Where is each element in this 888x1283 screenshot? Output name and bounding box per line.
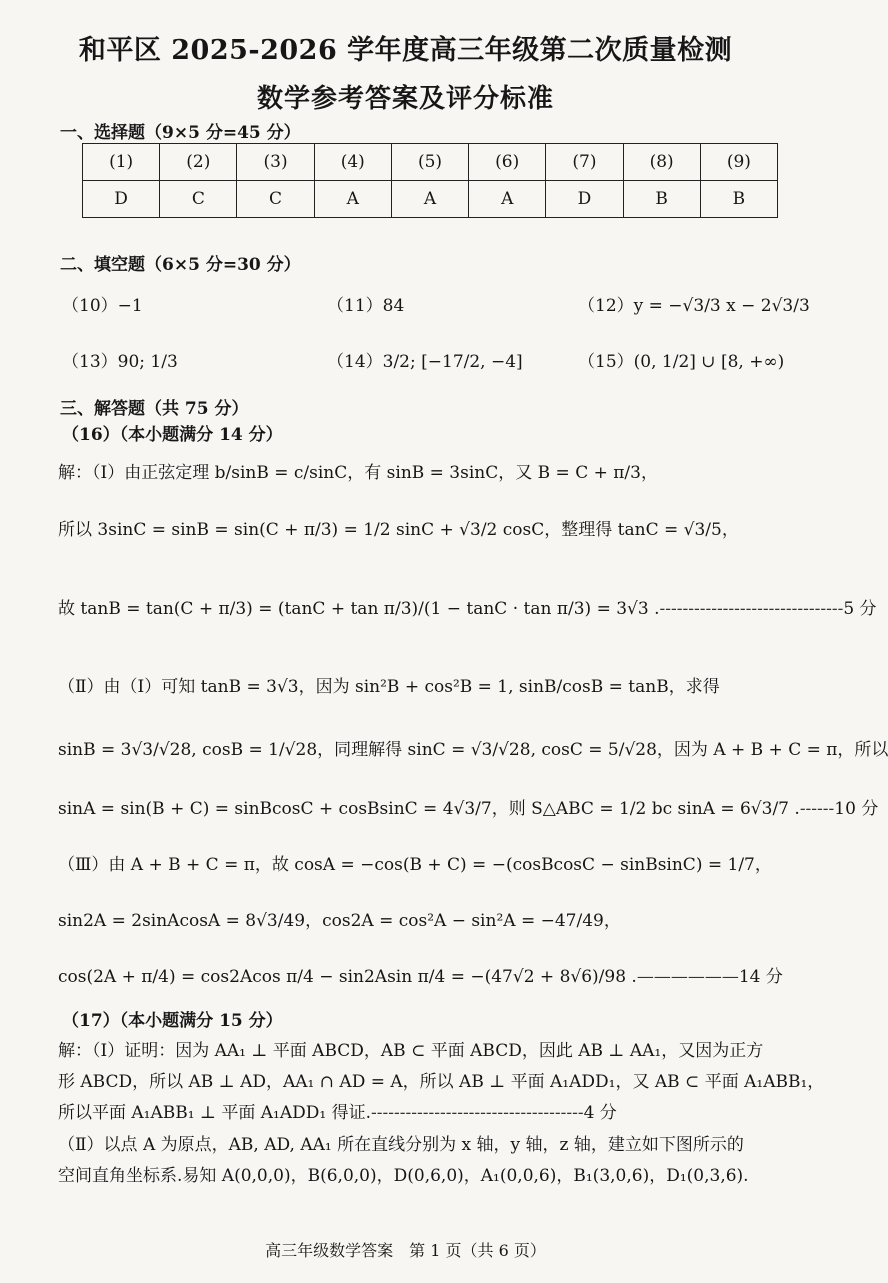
fill-answer-11 [327, 291, 404, 316]
fill-label: （13） [62, 352, 118, 372]
fill-value: −1 [117, 296, 143, 316]
q16-line-9 [58, 962, 783, 987]
choice-answer: A [391, 181, 468, 218]
dotted-leader: ------ [799, 799, 835, 819]
q16-line-2: 所以 3sinC = sinB = sin(C + π/3) = 1/2 sinC + √3/2 cosC，整理得 tanC = √3/5， [58, 520, 739, 540]
fill-answer-12 [578, 291, 810, 316]
q16-line-7: （Ⅲ）由 A + B + C = π，故 cosA = −cos(B + C) = −(cosBcosC − sinBsinC) = 1/7， [58, 855, 772, 875]
question-number: (2) [160, 144, 237, 181]
fill-answer-10 [62, 291, 143, 316]
q16-line-5: sinB = 3√3/√28, cosB = 1/√28，同理解得 sinC = √3/√28, cosC = 5/√28，因为 A + B + C = π，所以 [58, 740, 888, 760]
fill-answer-15 [578, 347, 784, 372]
q17-heading: （17）（本小题满分 15 分） [62, 1011, 283, 1031]
fill-value: 3/2; [−17/2, −4] [382, 352, 523, 372]
fill-answer-14 [327, 347, 523, 372]
question-number: (7) [546, 144, 623, 181]
q16-line-9-text: cos(2A + π/4) = cos2Acos π/4 − sin2Asin π/4 = −(47√2 + 8√6)/98 . [58, 967, 637, 987]
q16-line-8: sin2A = 2sinAcosA = 8√3/49，cos2A = cos²A − sin²A = −47/49， [58, 911, 621, 931]
page-title: 和平区 2025-2026 学年度高三年级第二次质量检测 [78, 35, 733, 66]
score-5: 5 分 [843, 599, 877, 619]
q16-line-6 [58, 794, 878, 819]
choice-answer: A [314, 181, 391, 218]
q16-heading: （16）（本小题满分 14 分） [62, 425, 283, 445]
dotted-leader: -------------------------------- [659, 599, 844, 619]
page-footer: 高三年级数学答案 第 1 页（共 6 页） [265, 1241, 546, 1260]
section3-heading: 三、解答题（共 75 分） [60, 399, 249, 419]
question-number: (9) [700, 144, 777, 181]
fill-value: (0, 1/2] ∪ [8, +∞) [633, 352, 785, 372]
table-row [83, 181, 778, 218]
question-number: (6) [469, 144, 546, 181]
question-number: (8) [623, 144, 700, 181]
q16-line-6-text: sinA = sin(B + C) = sinBcosC + cosBsinC = 4√3/7，则 S△ABC = 1/2 bc sinA = 6√3/7 . [58, 799, 800, 819]
choice-answer: D [83, 181, 160, 218]
choice-answer: C [160, 181, 237, 218]
q17-line-3-text: 所以平面 A₁ABB₁ ⊥ 平面 A₁ADD₁ 得证. [58, 1103, 372, 1123]
q17-line-1: 解：（Ⅰ）证明：因为 AA₁ ⊥ 平面 ABCD，AB ⊂ 平面 ABCD，因此 AB ⊥ AA₁，又因为正方 [58, 1041, 764, 1061]
score-4: 4 分 [583, 1103, 617, 1123]
score-14: 14 分 [738, 967, 783, 987]
fill-value: y = −√3/3 x − 2√3/3 [633, 296, 810, 316]
q17-line-5: 空间直角坐标系.易知 A(0,0,0)，B(6,0,0)，D(0,6,0)，A₁(0,0,6)，B₁(3,0,6)，D₁(0,3,6). [58, 1166, 749, 1186]
section2-heading: 二、填空题（6×5 分=30 分） [60, 255, 301, 275]
q17-line-3 [58, 1098, 617, 1123]
choice-answer-table [82, 143, 778, 218]
q16-line-4: （Ⅱ）由（Ⅰ）可知 tanB = 3√3，因为 sin²B + cos²B = 1, sinB/cosB = tanB，求得 [58, 677, 720, 697]
question-number: (5) [391, 144, 468, 181]
fill-label: （12） [578, 296, 634, 316]
question-number: (1) [83, 144, 160, 181]
fill-label: （15） [578, 352, 634, 372]
fill-value: 90; 1/3 [117, 352, 178, 372]
choice-answer: A [469, 181, 546, 218]
choice-answer: B [623, 181, 700, 218]
dotted-leader: ------------------------------------- [371, 1103, 584, 1123]
choice-answer: C [237, 181, 314, 218]
question-number: (4) [314, 144, 391, 181]
choice-answer: B [700, 181, 777, 218]
q17-line-2: 形 ABCD，所以 AB ⊥ AD，AA₁ ∩ AD = A，所以 AB ⊥ 平面 A₁ADD₁，又 AB ⊂ 平面 A₁ABB₁， [58, 1072, 825, 1092]
fill-label: （11） [327, 296, 383, 316]
score-10: 10 分 [834, 799, 879, 819]
fill-answer-13 [62, 347, 178, 372]
table-row [83, 144, 778, 181]
fill-label: （14） [327, 352, 383, 372]
dotted-leader: —————— [636, 967, 739, 987]
q16-line-3 [58, 594, 877, 619]
fill-value: 84 [382, 296, 405, 316]
page-subtitle: 数学参考答案及评分标准 [256, 84, 554, 114]
section1-heading: 一、选择题（9×5 分=45 分） [60, 123, 301, 143]
q16-line-1: 解：（Ⅰ）由正弦定理 b/sinB = c/sinC，有 sinB = 3sinC，又 B = C + π/3， [58, 463, 658, 483]
q16-line-3-text: 故 tanB = tan(C + π/3) = (tanC + tan π/3)/(1 − tanC · tan π/3) = 3√3 . [58, 599, 660, 619]
q17-line-4: （Ⅱ）以点 A 为原点，AB, AD, AA₁ 所在直线分别为 x 轴，y 轴，z 轴，建立如下图所示的 [58, 1135, 744, 1155]
choice-answer: D [546, 181, 623, 218]
question-number: (3) [237, 144, 314, 181]
fill-label: （10） [62, 296, 118, 316]
